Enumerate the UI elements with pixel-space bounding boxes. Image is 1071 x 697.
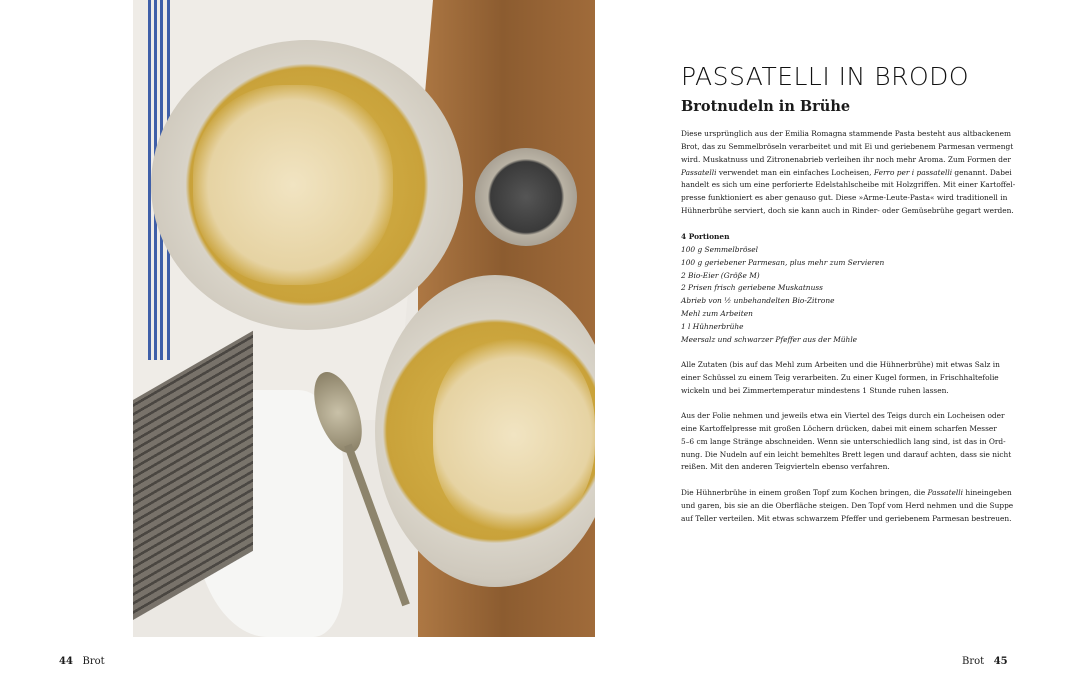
footer-right xyxy=(962,656,1008,667)
text-segment: einer Schüssel zu einem Teig verarbeiten. Zu einer Kugel formen, in Frischhaltefolie xyxy=(681,372,999,382)
text-segment: wickeln und bei Zimmertemperatur mindestens 1 Stunde ruhen lassen. xyxy=(681,385,949,395)
passatelli-top xyxy=(193,85,393,285)
text-segment: hineingeben xyxy=(963,488,1012,497)
text-segment: presse funktioniert es aber genauso gut. Diese »Arme-Leute-Pasta« wird traditionell in xyxy=(681,193,1008,203)
italic-term: Passatelli xyxy=(927,488,964,497)
text-segment: 5–6 cm lange Stränge abschneiden. Wenn sie unterschiedlich lang sind, ist das in Ord- xyxy=(681,436,1006,446)
text-line xyxy=(681,513,1013,526)
text-line xyxy=(681,128,1015,141)
text-segment: eine Kartoffelpresse mit großen Löchern drücken, dabei mit einem scharfen Messer xyxy=(681,423,997,433)
ingredient-item: 2 Bio-Eier (Größe M) xyxy=(681,270,760,280)
page-number-left: 44 xyxy=(59,656,73,667)
text-line xyxy=(681,500,1013,513)
text-line xyxy=(681,410,1011,423)
text-line xyxy=(681,141,1015,154)
text-line xyxy=(681,179,1015,192)
text-segment: Brot, das zu Semmelbröseln verarbeitet und mit Ei und geriebenem Parmesan vermengt xyxy=(681,141,1014,151)
recipe-photo xyxy=(133,0,595,637)
page-number-right: 45 xyxy=(993,656,1008,667)
text-segment: Aus der Folie nehmen und jeweils etwa ein Viertel des Teigs durch ein Locheisen oder xyxy=(681,411,1005,420)
recipe-subtitle: Brotnudeln in Brühe xyxy=(681,98,851,115)
section-left: Brot xyxy=(82,656,105,667)
section-right: Brot xyxy=(962,656,985,667)
step-3 xyxy=(681,487,1013,526)
portions: 4 Portionen xyxy=(681,232,730,241)
text-line xyxy=(681,385,1000,398)
text-segment: verwendet man ein einfaches Locheisen, xyxy=(716,167,874,177)
ingredient-item: 2 Prisen frisch geriebene Muskatnuss xyxy=(681,283,823,293)
text-segment: Alle Zutaten (bis auf das Mehl zum Arbeiten und die Hühnerbrühe) mit etwas Salz in xyxy=(681,360,1000,369)
text-line xyxy=(681,461,1011,474)
ingredient-item: 100 g geriebener Parmesan, plus mehr zum Servieren xyxy=(681,257,885,267)
text-segment: Hühnerbrühe serviert, doch sie kann auch in Rinder- oder Gemüsebrühe gegart werden. xyxy=(681,206,1014,216)
ingredient-item: Abrieb von ½ unbehandelten Bio-Zitrone xyxy=(681,296,835,306)
text-line xyxy=(681,192,1015,205)
text-segment: auf Teller verteilen. Mit etwas schwarzem Pfeffer und geriebenem Parmesan bestreuen. xyxy=(681,513,1012,523)
text-line xyxy=(681,167,1015,180)
italic-term: Ferro per i passatelli xyxy=(873,167,953,177)
ingredient-item: Mehl zum Arbeiten xyxy=(681,309,753,319)
pepper-dish xyxy=(475,148,577,246)
text-segment: wird. Muskatnuss und Zitronenabrieb verleihen ihr noch mehr Aroma. Zum Formen der xyxy=(681,154,1011,164)
footer-left xyxy=(59,656,105,667)
italic-term: Passatelli xyxy=(681,167,717,177)
text-line xyxy=(681,423,1011,436)
text-segment: nung. Die Nudeln auf ein leicht bemehltes Brett legen und darauf achten, dass sie nicht xyxy=(681,449,1012,459)
text-segment: Die Hühnerbrühe in einem großen Topf zum Kochen bringen, die xyxy=(681,488,928,497)
ingredient-item: 1 l Hühnerbrühe xyxy=(681,321,744,331)
ingredient-item: Meersalz und schwarzer Pfeffer aus der Mühle xyxy=(681,334,858,344)
text-line xyxy=(681,449,1011,462)
recipe-title: PASSATELLI IN BRODO xyxy=(681,62,970,91)
text-segment: reißen. Mit den anderen Teigvierteln ebenso verfahren. xyxy=(681,462,890,472)
text-segment: handelt es sich um eine perforierte Edelstahlscheibe mit Holzgriffen. Mit einer Kartoffel- xyxy=(681,180,1016,190)
intro-paragraph xyxy=(681,128,1015,218)
ingredient-list xyxy=(681,244,884,347)
step-2 xyxy=(681,410,1011,474)
ingredients-block xyxy=(681,231,884,347)
text-segment: genannt. Dabei xyxy=(952,167,1012,177)
text-line xyxy=(681,205,1015,218)
text-line xyxy=(681,359,1000,372)
text-line xyxy=(681,487,1013,500)
ingredient-item: 100 g Semmelbrösel xyxy=(681,244,758,254)
text-line xyxy=(681,436,1011,449)
text-segment: Diese ursprünglich aus der Emilia Romagna stammende Pasta besteht aus altbackenem xyxy=(681,129,1011,138)
text-line xyxy=(681,154,1015,167)
text-segment: und garen, bis sie an die Oberfläche steigen. Den Topf vom Herd nehmen und die Suppe xyxy=(681,500,1014,510)
passatelli-bottom xyxy=(433,335,595,535)
step-1 xyxy=(681,359,1000,398)
text-line xyxy=(681,372,1000,385)
